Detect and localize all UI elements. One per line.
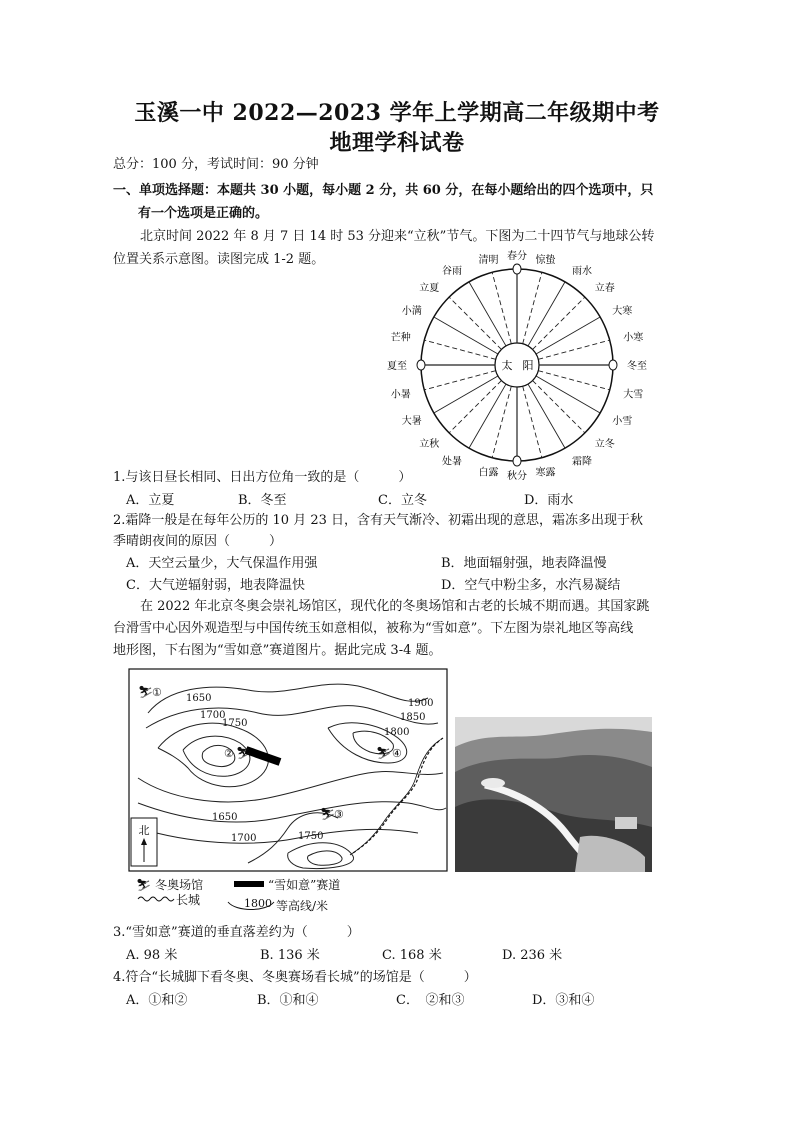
contour-map [128, 668, 448, 872]
q4-option-d: D．③和④ [532, 993, 595, 1008]
legend-contour: 等高线/米 [276, 899, 329, 913]
contour-label-1750-top: 1750 [222, 718, 248, 729]
solar-term-label: 寒露 [535, 467, 556, 479]
earth-position [417, 360, 425, 370]
term-spoke [536, 317, 600, 354]
venue-label-3: ③ [334, 808, 344, 821]
term-spoke [449, 297, 501, 349]
term-spoke [528, 384, 565, 448]
q3-option-b: B. 136 米 [260, 948, 320, 963]
skier-icon: ⛷ [138, 685, 154, 699]
term-spoke [492, 272, 511, 343]
solar-term-label: 处暑 [442, 456, 462, 468]
q4-option-c: C． ②和③ [396, 993, 465, 1008]
q4-option-b: B．①和④ [257, 993, 319, 1008]
q1-option-b: B．冬至 [238, 493, 287, 508]
solar-term-label: 小暑 [390, 389, 411, 401]
page-subtitle: 地理学科试卷 [329, 130, 465, 156]
question-2-cont: 季晴朗夜间的原因（ ） [113, 534, 283, 549]
term-spoke [533, 381, 585, 433]
solar-term-label: 冬至 [627, 361, 647, 372]
solar-terms-diagram [386, 251, 656, 482]
skier-icon: ⛷ [320, 807, 336, 821]
solar-term-label: 立冬 [594, 438, 615, 450]
contour-label-1700-bottom: 1700 [231, 833, 257, 844]
term-spoke [424, 371, 495, 390]
legend-track: “雪如意”赛道 [268, 878, 341, 892]
solar-term-label: 小寒 [623, 332, 644, 344]
term-spoke [469, 384, 506, 448]
contour-label-1750-bottom: 1750 [298, 831, 324, 842]
q3-option-c: C. 168 米 [382, 948, 442, 963]
q3-option-d: D. 236 米 [502, 948, 563, 963]
solar-term-label: 秋分 [507, 471, 527, 482]
term-spoke [533, 297, 585, 349]
solar-term-label: 立秋 [419, 438, 440, 450]
section-heading-cont: 有一个选项是正确的。 [138, 206, 269, 221]
q4-option-a: A．①和② [126, 993, 188, 1008]
q1-option-a: A．立夏 [126, 493, 175, 508]
solar-term-label: 谷雨 [442, 265, 462, 277]
venue-label-1: ① [152, 686, 162, 699]
earth-position [609, 360, 617, 370]
earth-position [513, 264, 521, 274]
q3-option-a: A. 98 米 [126, 948, 178, 963]
question-3: 3.“雪如意”赛道的垂直落差约为（ ） [113, 925, 360, 940]
venue-label-4: ④ [392, 747, 402, 760]
solar-term-label: 夏至 [387, 361, 407, 372]
contour-label-1850: 1850 [400, 712, 426, 723]
solar-term-label: 大雪 [623, 389, 644, 401]
skier-icon: ⛷ [136, 878, 152, 892]
term-spoke [538, 340, 609, 359]
intro-paragraph-2-cont1: 台滑雪中心因外观造型与中国传统玉如意相似，被称为“雪如意”。下左图为崇礼地区等高线 [113, 621, 634, 636]
contour-label-1800: 1800 [384, 727, 410, 738]
intro-paragraph-2: 在 2022 年北京冬奥会崇礼场馆区，现代化的冬奥场馆和古老的长城不期而遇。其国家跳 [140, 599, 650, 614]
solar-term-label: 小雪 [612, 416, 633, 427]
skier-icon: ⛷ [236, 746, 252, 760]
snow-ruyi-photo [455, 717, 652, 872]
q2-option-a: A．天空云量少，大气保温作用强 [126, 556, 318, 571]
legend-wall: 长城 [176, 893, 201, 907]
term-spoke [538, 371, 609, 390]
term-spoke [434, 376, 498, 413]
solar-term-label: 惊蛰 [535, 254, 556, 266]
term-spoke [424, 340, 495, 359]
legend-venue: ⛷ 冬奥场馆 [136, 878, 204, 892]
contour-label-1650-bottom: 1650 [212, 812, 238, 823]
contour-label-1650-top: 1650 [186, 693, 212, 704]
term-spoke [434, 317, 498, 354]
solar-term-label: 白露 [478, 467, 499, 479]
solar-term-label: 清明 [478, 254, 499, 266]
building [615, 817, 637, 829]
solar-term-label: 立春 [594, 283, 615, 295]
q2-option-c: C．大气逆辐射弱，地表降温快 [126, 578, 305, 593]
solar-term-label: 雨水 [572, 265, 592, 277]
venue-label-2: ② [224, 747, 234, 760]
exam-info: 总分：100 分，考试时间：90 分钟 [113, 157, 319, 172]
term-spoke [469, 282, 506, 346]
north-label: 北 [138, 824, 150, 837]
page-title: 玉溪一中 2022—2023 学年上学期高二年级期中考 [134, 100, 660, 126]
term-spoke [449, 381, 501, 433]
question-2: 2.霜降一般是在每年公历的 10 月 23 日，含有天气渐冷、初霜出现的意思，霜冻多出现于秋 [113, 513, 644, 528]
skier-icon: ⛷ [376, 746, 392, 760]
solar-term-label: 大暑 [401, 416, 422, 427]
term-spoke [523, 272, 542, 343]
earth-position [513, 456, 521, 466]
q2-option-b: B．地面辐射强，地表降温慢 [441, 556, 607, 571]
contour-label-1700-top: 1700 [200, 710, 226, 721]
term-spoke [536, 376, 600, 413]
q1-option-d: D．雨水 [524, 493, 574, 508]
intro-paragraph-1-cont: 位置关系示意图。读图完成 1-2 题。 [113, 252, 325, 267]
question-4: 4.符合“长城脚下看冬奥、冬奥赛场看长城”的场馆是（ ） [113, 970, 477, 985]
solar-term-label: 小满 [401, 306, 422, 317]
legend-track-swatch [234, 881, 264, 887]
solar-term-label: 立夏 [419, 283, 440, 295]
q1-option-c: C．立冬 [378, 493, 427, 508]
term-spoke [523, 386, 542, 457]
term-spoke [492, 386, 511, 457]
solar-term-label: 大寒 [612, 306, 633, 317]
section-heading: 一、单项选择题：本题共 30 小题，每小题 2 分，共 60 分，在每小题给出的四个选项中，只 [113, 183, 654, 198]
solar-term-label: 霜降 [572, 456, 592, 468]
ruyi-top [481, 778, 505, 788]
intro-paragraph-1: 北京时间 2022 年 8 月 7 日 14 时 53 分迎来“立秋”节气。下图为二十四节气与地球公转 [140, 229, 655, 244]
q2-option-d: D．空气中粉尘多，水汽易凝结 [441, 578, 621, 593]
term-spoke [528, 282, 565, 346]
legend-contour-value: 1800 [244, 897, 272, 910]
sun-label-1: 太 [501, 359, 513, 372]
legend-wall-swatch [138, 893, 174, 905]
question-1: 1.与该日昼长相同、日出方位角一致的是（ ） [113, 470, 412, 485]
sun-label-2: 阳 [522, 359, 534, 372]
solar-term-label: 春分 [507, 251, 527, 262]
solar-term-label: 芒种 [390, 332, 411, 344]
intro-paragraph-2-cont2: 地形图，下右图为“雪如意”赛道图片。据此完成 3-4 题。 [113, 643, 442, 658]
contour-label-1900: 1900 [408, 698, 434, 709]
